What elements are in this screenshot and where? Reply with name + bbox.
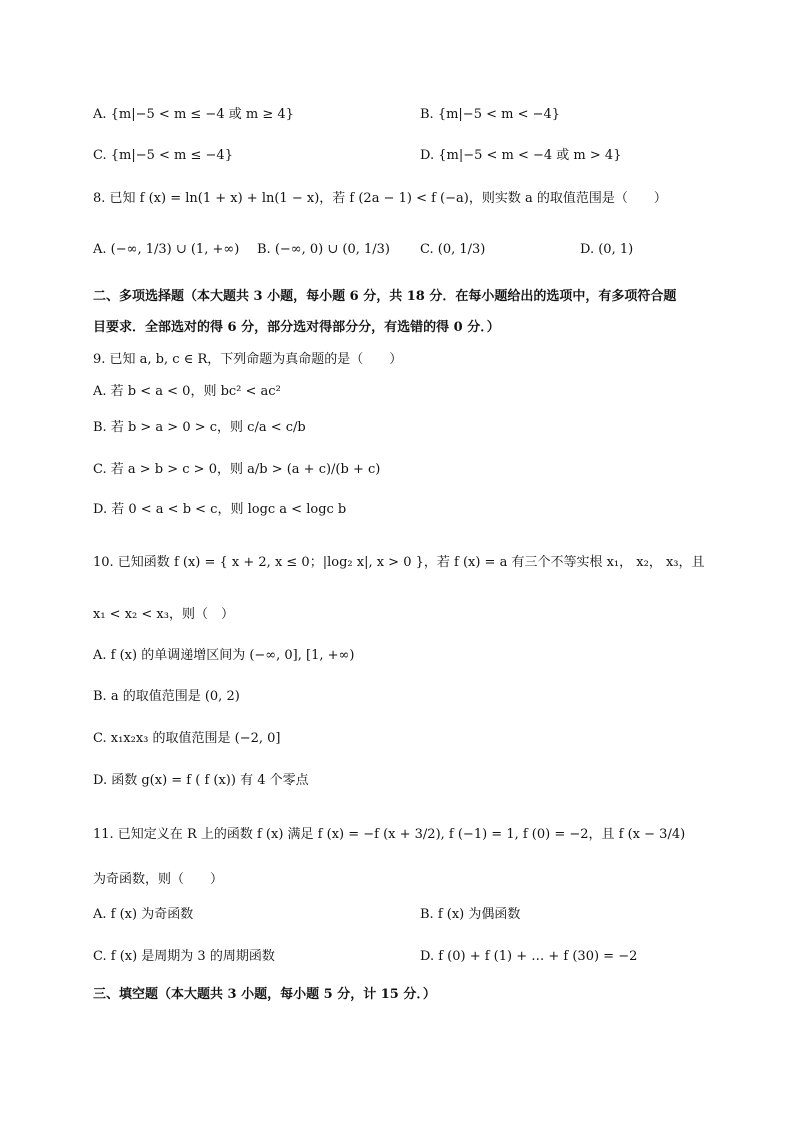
q11-option-c: C. f (x) 是周期为 3 的周期函数 (93, 949, 275, 964)
q7-option-b: B. {m|−5 < m < −4} (420, 107, 561, 122)
q8-option-a: A. (−∞, 1/3) ∪ (1, +∞) (93, 242, 240, 257)
q10-option-b: B. a 的取值范围是 (0, 2) (93, 689, 240, 704)
q10-stem-line1: 10. 已知函数 f (x) = { x + 2, x ≤ 0；|log₂ x|, x > 0 }，若 f (x) = a 有三个不等实根 x₁， x₂， x₃，且 (93, 555, 705, 570)
q8-option-d: D. (0, 1) (580, 242, 634, 257)
q9-option-a: A. 若 b < a < 0，则 bc² < ac² (93, 384, 281, 399)
q9-option-c: C. 若 a > b > c > 0，则 a/b > (a + c)/(b + c) (93, 462, 381, 477)
q11-option-a: A. f (x) 为奇函数 (93, 907, 194, 922)
q9-option-b: B. 若 b > a > 0 > c，则 c/a < c/b (93, 420, 306, 435)
q8-option-b: B. (−∞, 0) ∪ (0, 1/3) (257, 242, 390, 257)
q11-option-d: D. f (0) + f (1) + … + f (30) = −2 (420, 949, 638, 964)
q9-stem: 9. 已知 a, b, c ∈ R，下列命题为真命题的是（ ） (93, 352, 403, 367)
q8-stem: 8. 已知 f (x) = ln(1 + x) + ln(1 − x)，若 f (2a − 1) < f (−a)，则实数 a 的取值范围是（ ） (93, 191, 667, 206)
q7-option-a: A. {m|−5 < m ≤ −4 或 m ≥ 4} (93, 107, 294, 122)
q9-option-d: D. 若 0 < a < b < c，则 logc a < logc b (93, 502, 347, 517)
section2-heading-line1: 二、多项选择题（本大题共 3 小题，每小题 6 分，共 18 分．在每小题给出的选项中，有多项符合题 (93, 289, 677, 304)
section2-heading-line2: 目要求．全部选对的得 6 分，部分选对得部分分，有选错的得 0 分．） (93, 320, 500, 335)
q11-stem-line2: 为奇函数，则（ ） (93, 872, 224, 887)
q10-option-d: D. 函数 g(x) = f ( f (x)) 有 4 个零点 (93, 773, 309, 788)
q11-stem-line1: 11. 已知定义在 R 上的函数 f (x) 满足 f (x) = −f (x + 3/2), f (−1) = 1, f (0) = −2，且 f (x − 3/4) (93, 827, 686, 842)
q8-option-c: C. (0, 1/3) (420, 242, 486, 257)
q10-option-c: C. x₁x₂x₃ 的取值范围是 (−2, 0] (93, 731, 281, 746)
q7-option-c: C. {m|−5 < m ≤ −4} (93, 148, 233, 163)
q7-option-d: D. {m|−5 < m < −4 或 m > 4} (420, 148, 622, 163)
q10-option-a: A. f (x) 的单调递增区间为 (−∞, 0], [1, +∞) (93, 648, 355, 663)
section3-heading: 三、填空题（本大题共 3 小题，每小题 5 分，计 15 分．） (93, 987, 436, 1002)
q10-stem-line2: x₁ < x₂ < x₃，则（ ） (93, 607, 234, 622)
q11-option-b: B. f (x) 为偶函数 (420, 907, 521, 922)
